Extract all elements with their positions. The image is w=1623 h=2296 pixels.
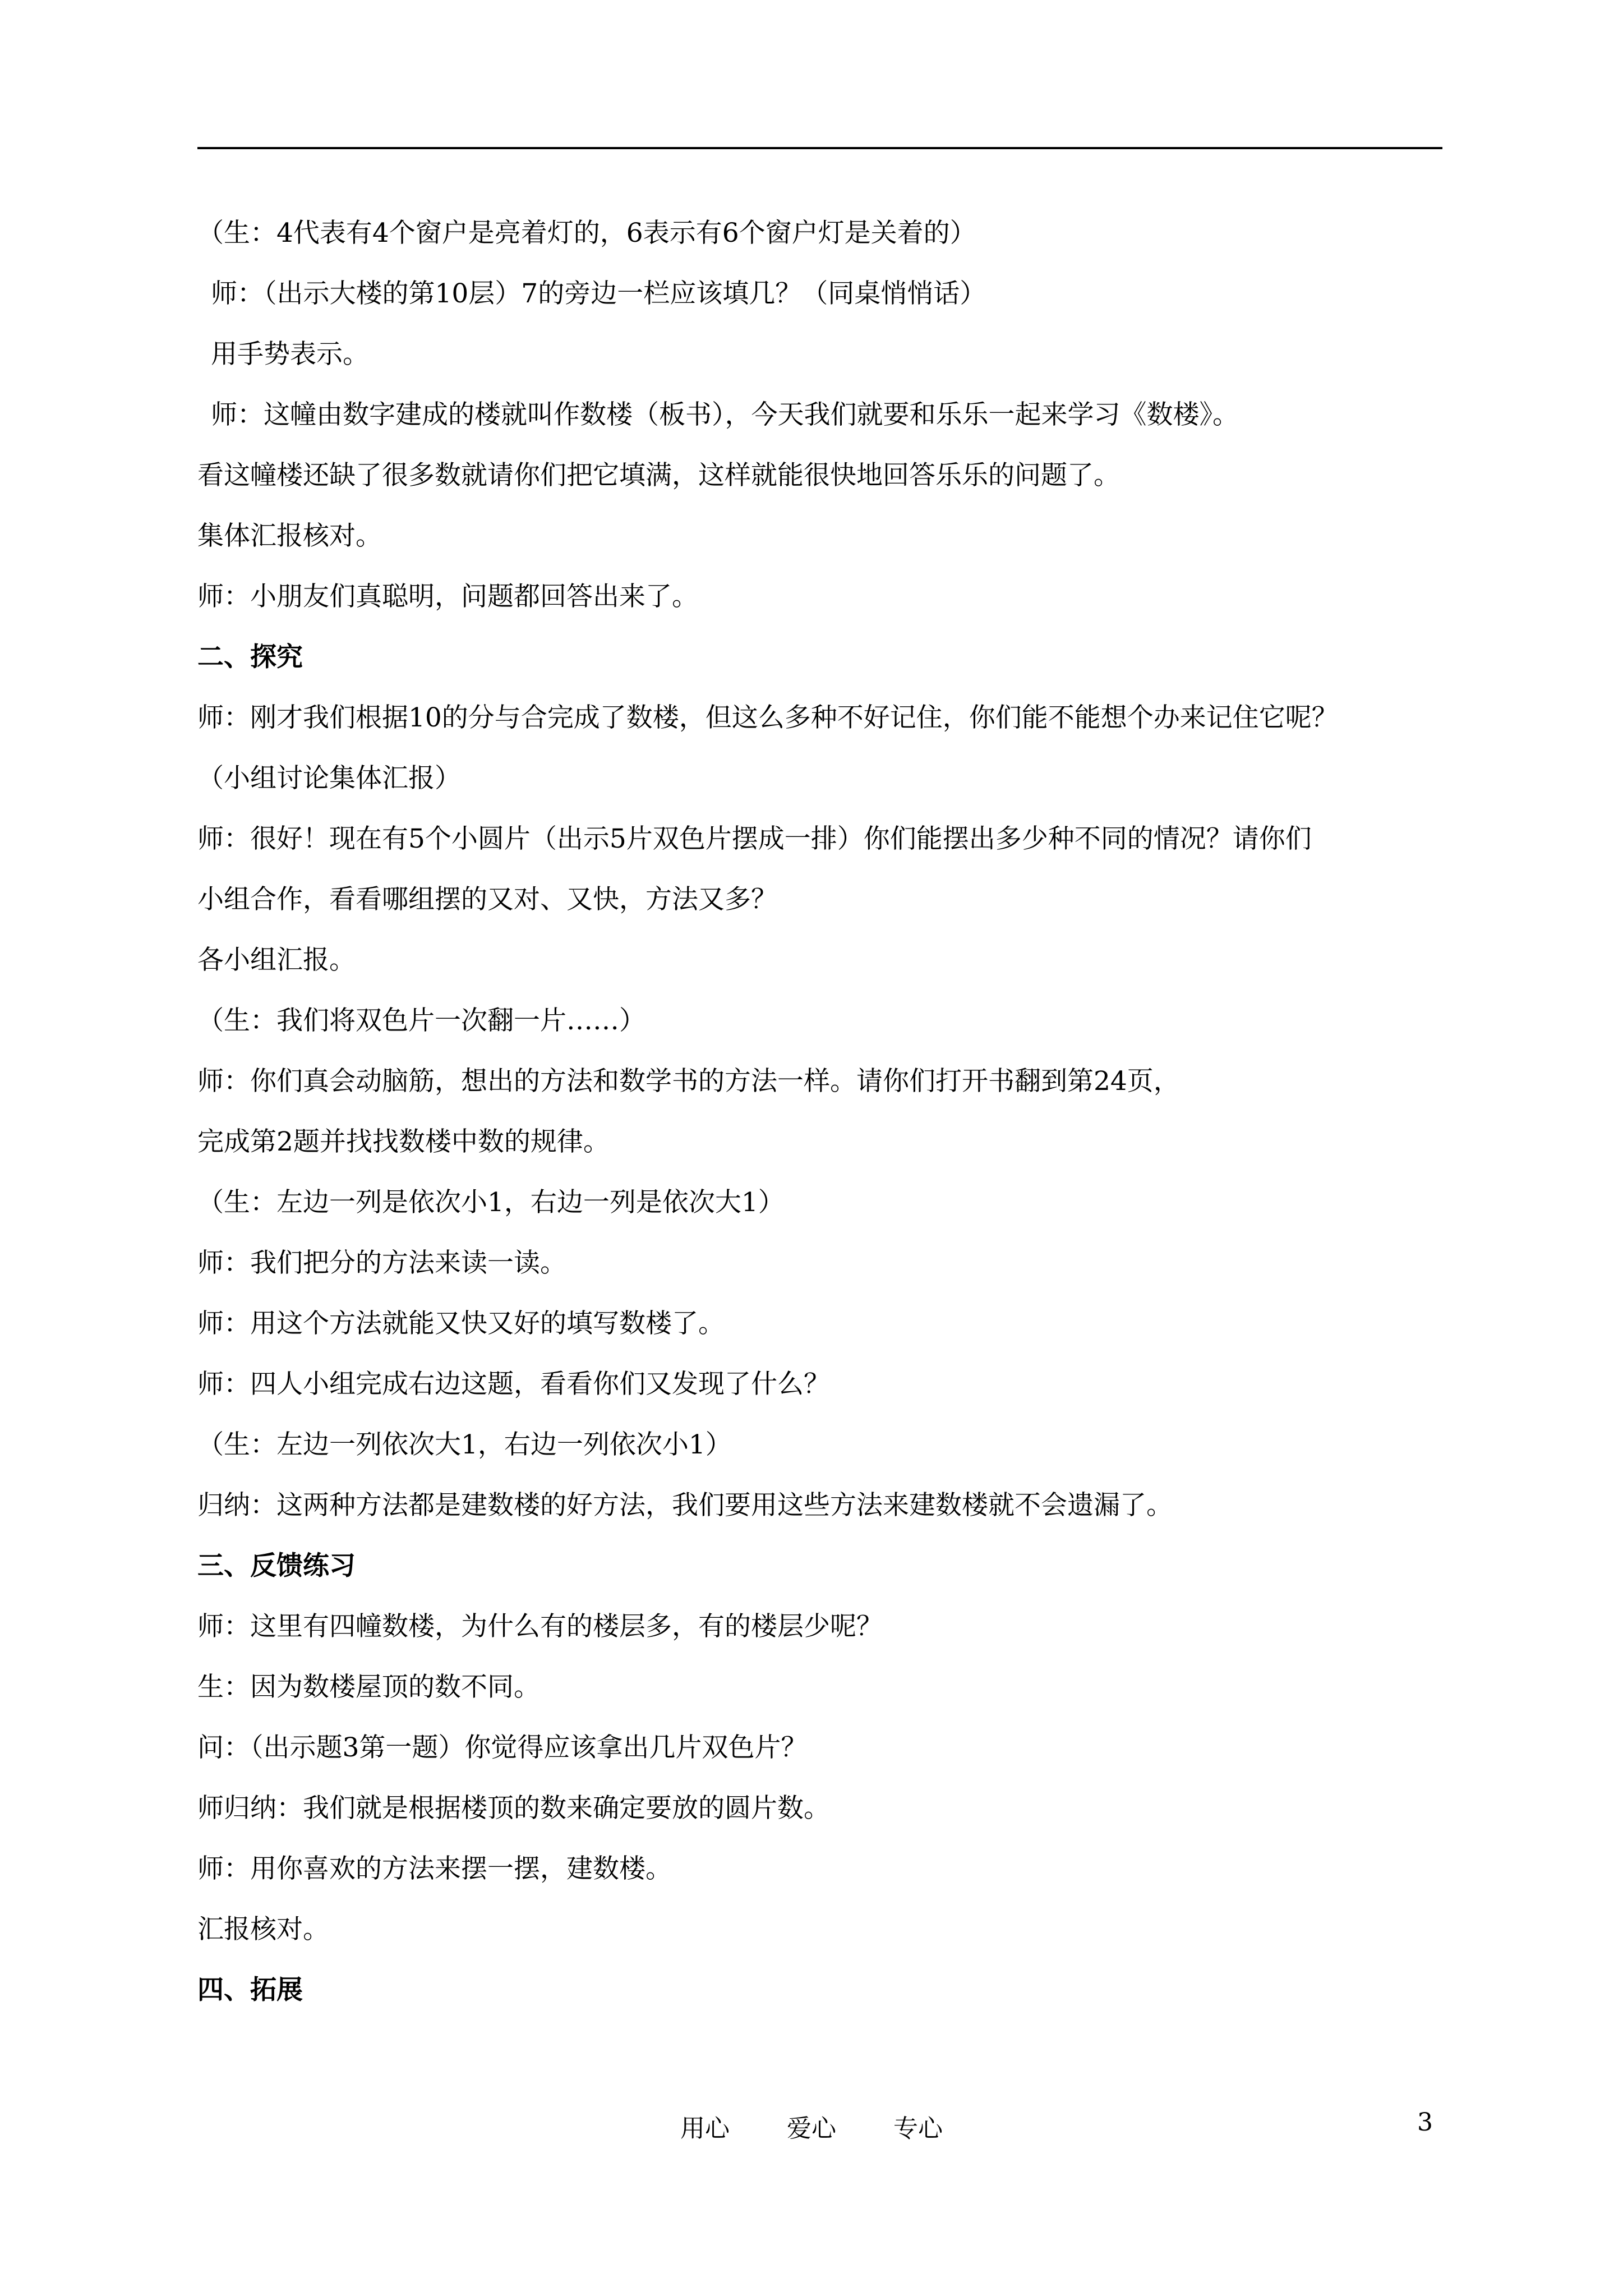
section-heading: 三、反馈练习 bbox=[197, 1550, 356, 1581]
text-line: 师：用这个方法就能又快又好的填写数楼了。 bbox=[197, 1308, 725, 1339]
section-heading: 二、探究 bbox=[197, 642, 303, 673]
text-line: （生：我们将双色片一次翻一片……） bbox=[197, 1005, 645, 1036]
text-line: 归纳：这两种方法都是建数楼的好方法，我们要用这些方法来建数楼就不会遗漏了。 bbox=[197, 1490, 1173, 1521]
text-line: 完成第2题并找找数楼中数的规律。 bbox=[197, 1126, 610, 1157]
text-line: 师：刚才我们根据10的分与合完成了数楼，但这么多种不好记住，你们能不能想个办来记住它呢？ bbox=[197, 702, 1338, 733]
footer-word: 用心 bbox=[680, 2114, 730, 2143]
footer-word: 专心 bbox=[893, 2114, 943, 2143]
page-number: 3 bbox=[1417, 2108, 1433, 2137]
footer-word: 爱心 bbox=[787, 2114, 836, 2143]
text-line: 集体汇报核对。 bbox=[197, 521, 382, 551]
text-line: 看这幢楼还缺了很多数就请你们把它填满，这样就能很快地回答乐乐的问题了。 bbox=[197, 460, 1120, 491]
text-line: 师：你们真会动脑筋，想出的方法和数学书的方法一样。请你们打开书翻到第24页， bbox=[197, 1066, 1180, 1097]
text-line: 师归纳：我们就是根据楼顶的数来确定要放的圆片数。 bbox=[197, 1793, 830, 1824]
section-heading: 四、拓展 bbox=[197, 1975, 303, 2005]
text-line: 师：我们把分的方法来读一读。 bbox=[197, 1248, 566, 1278]
text-line: 问：（出示题3第一题）你觉得应该拿出几片双色片？ bbox=[197, 1732, 808, 1763]
text-line: 师：四人小组完成右边这题，看看你们又发现了什么？ bbox=[197, 1369, 830, 1400]
text-line: 师：用你喜欢的方法来摆一摆，建数楼。 bbox=[197, 1853, 672, 1884]
text-line: 各小组汇报。 bbox=[197, 945, 356, 976]
text-line: 师：很好！现在有5个小圆片（出示5片双色片摆成一排）你们能摆出多少种不同的情况？请你们 bbox=[197, 823, 1312, 854]
text-line: 师：小朋友们真聪明，问题都回答出来了。 bbox=[197, 581, 698, 612]
text-line: （生：4代表有4个窗户是亮着灯的，6表示有6个窗户灯是关着的） bbox=[197, 218, 976, 249]
text-line: 师：这幢由数字建成的楼就叫作数楼（板书），今天我们就要和乐乐一起来学习《数楼》。 bbox=[211, 399, 1239, 430]
document-body bbox=[197, 213, 1454, 2031]
text-line: 用手势表示。 bbox=[211, 339, 369, 370]
footer-motto bbox=[0, 2108, 1623, 2144]
text-line: 汇报核对。 bbox=[197, 1914, 329, 1945]
text-line: （生：左边一列是依次小1，右边一列是依次大1） bbox=[197, 1187, 785, 1218]
header-rule bbox=[197, 147, 1442, 149]
text-line: 生：因为数楼屋顶的数不同。 bbox=[197, 1672, 540, 1703]
text-line: 师：（出示大楼的第10层）7的旁边一栏应该填几？（同桌悄悄话） bbox=[211, 278, 986, 309]
text-line: 小组合作，看看哪组摆的又对、又快，方法又多？ bbox=[197, 884, 777, 915]
text-line: 师：这里有四幢数楼，为什么有的楼层多，有的楼层少呢？ bbox=[197, 1611, 883, 1642]
text-line: （生：左边一列依次大1，右边一列依次小1） bbox=[197, 1429, 732, 1460]
text-line: （小组讨论集体汇报） bbox=[197, 763, 461, 794]
